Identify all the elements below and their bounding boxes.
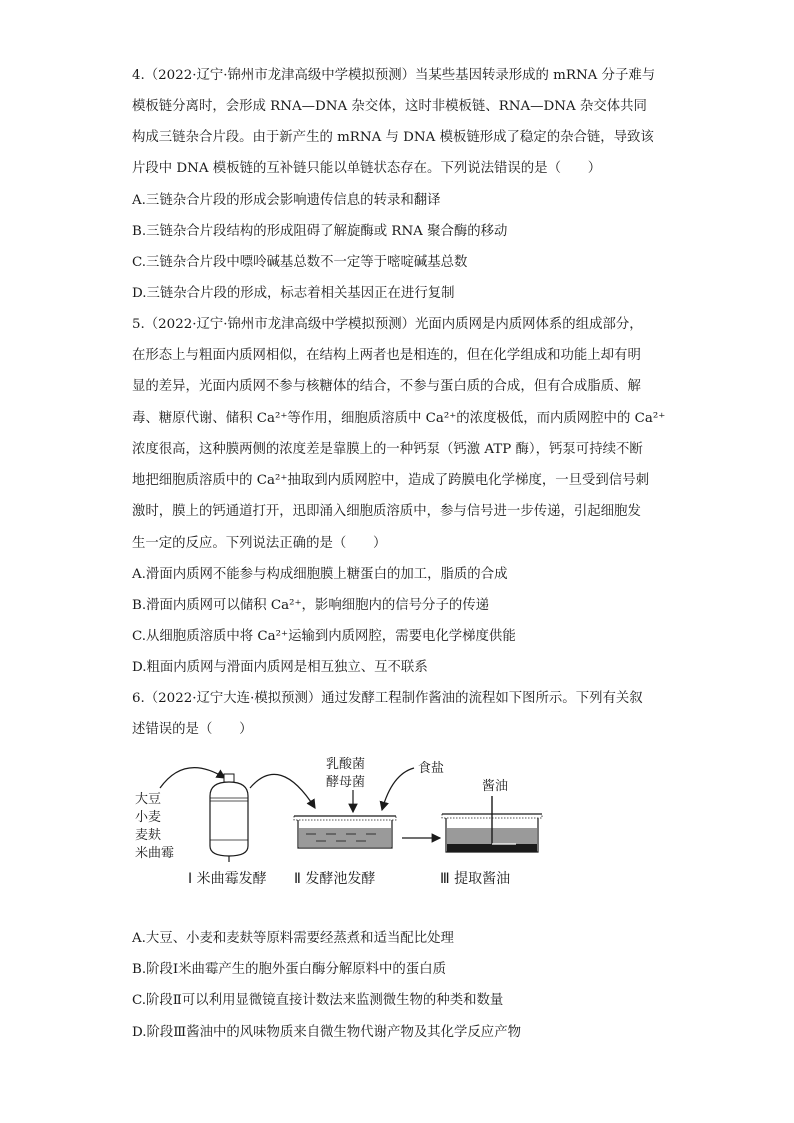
q4-stem-line: 4.（2022·辽宁·锦州市龙津高级中学模拟预测）当某些基因转录形成的 mRNA 分子难与 (132, 68, 656, 83)
q5-stem-line: 5.（2022·辽宁·锦州市龙津高级中学模拟预测）光面内质网是内质网体系的组成部分， (132, 317, 643, 332)
product-label: 酱油 (482, 779, 509, 794)
q4-option-d: D.三链杂合片段的形成，标志着相关基因正在进行复制 (132, 286, 455, 301)
fermentation-pool-icon (294, 816, 396, 848)
q6-option-a: A.大豆、小麦和麦麸等原料需要经蒸煮和适当配比处理 (132, 931, 454, 946)
q5-stem-line: 在形态上与粗面内质网相似，在结构上两者也是相连的，但在化学组成和功能上却有明 (132, 348, 641, 363)
soy-sauce-process-figure (130, 748, 550, 898)
raw-material-label: 小麦 (135, 810, 162, 825)
q6-stem-line: 述错误的是（ ） (132, 722, 253, 737)
q4-option-c: C.三链杂合片段中嘌呤碱基总数不一定等于嘧啶碱基总数 (132, 255, 468, 270)
q5-stem-line: 毒、糖原代谢、储积 Ca²⁺等作用，细胞质溶质中 Ca²⁺的浓度极低，而内质网腔中的 Ca²⁺ (132, 411, 666, 426)
q6-stem-line: 6.（2022·辽宁大连·模拟预测）通过发酵工程制作酱油的流程如下图所示。下列有关叙 (132, 691, 643, 706)
q5-stem-line: 显的差异，光面内质网不参与核糖体的结合，不参与蛋白质的合成，但有合成脂质、解 (132, 379, 641, 394)
raw-material-label: 米曲霉 (135, 846, 175, 861)
q6-option-d: D.阶段Ⅲ酱油中的风味物质来自微生物代谢产物及其化学反应产物 (132, 1025, 521, 1040)
stage-2-caption: Ⅱ 发酵池发酵 (294, 871, 376, 887)
extraction-tank-icon (442, 796, 542, 852)
q5-option-a: A.滑面内质网不能参与构成细胞膜上糖蛋白的加工，脂质的合成 (132, 567, 508, 582)
q5-option-c: C.从细胞质溶质中将 Ca²⁺运输到内质网腔，需要电化学梯度供能 (132, 629, 516, 644)
q5-stem-line: 生一定的反应。下列说法正确的是（ ） (132, 536, 387, 551)
raw-material-label: 麦麸 (135, 828, 162, 843)
stage-3-caption: Ⅲ 提取酱油 (440, 871, 511, 887)
curved-arrow-icon (250, 774, 315, 808)
q4-option-a: A.三链杂合片段的形成会影响遗传信息的转录和翻译 (132, 193, 441, 208)
q4-stem-line: 构成三链杂合片段。由于新产生的 mRNA 与 DNA 模板链形成了稳定的杂合链，导致该 (132, 130, 654, 145)
stage-1-caption: Ⅰ 米曲霉发酵 (188, 871, 267, 887)
fermenter-vessel-icon (210, 774, 248, 862)
q5-stem-line: 激时，膜上的钙通道打开，迅即涌入细胞质溶质中，参与信号进一步传递，引起细胞发 (132, 504, 641, 519)
q4-option-b: B.三链杂合片段结构的形成阻碍了解旋酶或 RNA 聚合酶的移动 (132, 224, 508, 239)
q4-stem-line: 模板链分离时，会形成 RNA—DNA 杂交体，这时非模板链、RNA—DNA 杂交体共同 (132, 99, 647, 114)
raw-material-label: 大豆 (135, 792, 162, 807)
salt-label: 食盐 (418, 761, 445, 776)
microbe-label: 乳酸菌 (326, 757, 366, 772)
q4-stem-line: 片段中 DNA 模板链的互补链只能以单链状态存在。下列说法错误的是（ ） (132, 161, 602, 176)
q6-option-b: B.阶段Ⅰ米曲霉产生的胞外蛋白酶分解原料中的蛋白质 (132, 962, 446, 977)
microbe-label: 酵母菌 (326, 775, 366, 790)
q5-option-d: D.粗面内质网与滑面内质网是相互独立、互不联系 (132, 660, 428, 675)
q5-stem-line: 浓度很高，这种膜两侧的浓度差是靠膜上的一种钙泵（钙激 ATP 酶），钙泵可持续不断 (132, 442, 643, 457)
q5-option-b: B.滑面内质网可以储积 Ca²⁺，影响细胞内的信号分子的传递 (132, 598, 490, 613)
salt-arrow-icon (382, 768, 414, 810)
q5-stem-line: 地把细胞质溶质中的 Ca²⁺抽取到内质网腔中，造成了跨膜电化学梯度，一旦受到信号刺 (132, 473, 649, 488)
q6-option-c: C.阶段Ⅱ可以利用显微镜直接计数法来监测微生物的种类和数量 (132, 993, 504, 1008)
